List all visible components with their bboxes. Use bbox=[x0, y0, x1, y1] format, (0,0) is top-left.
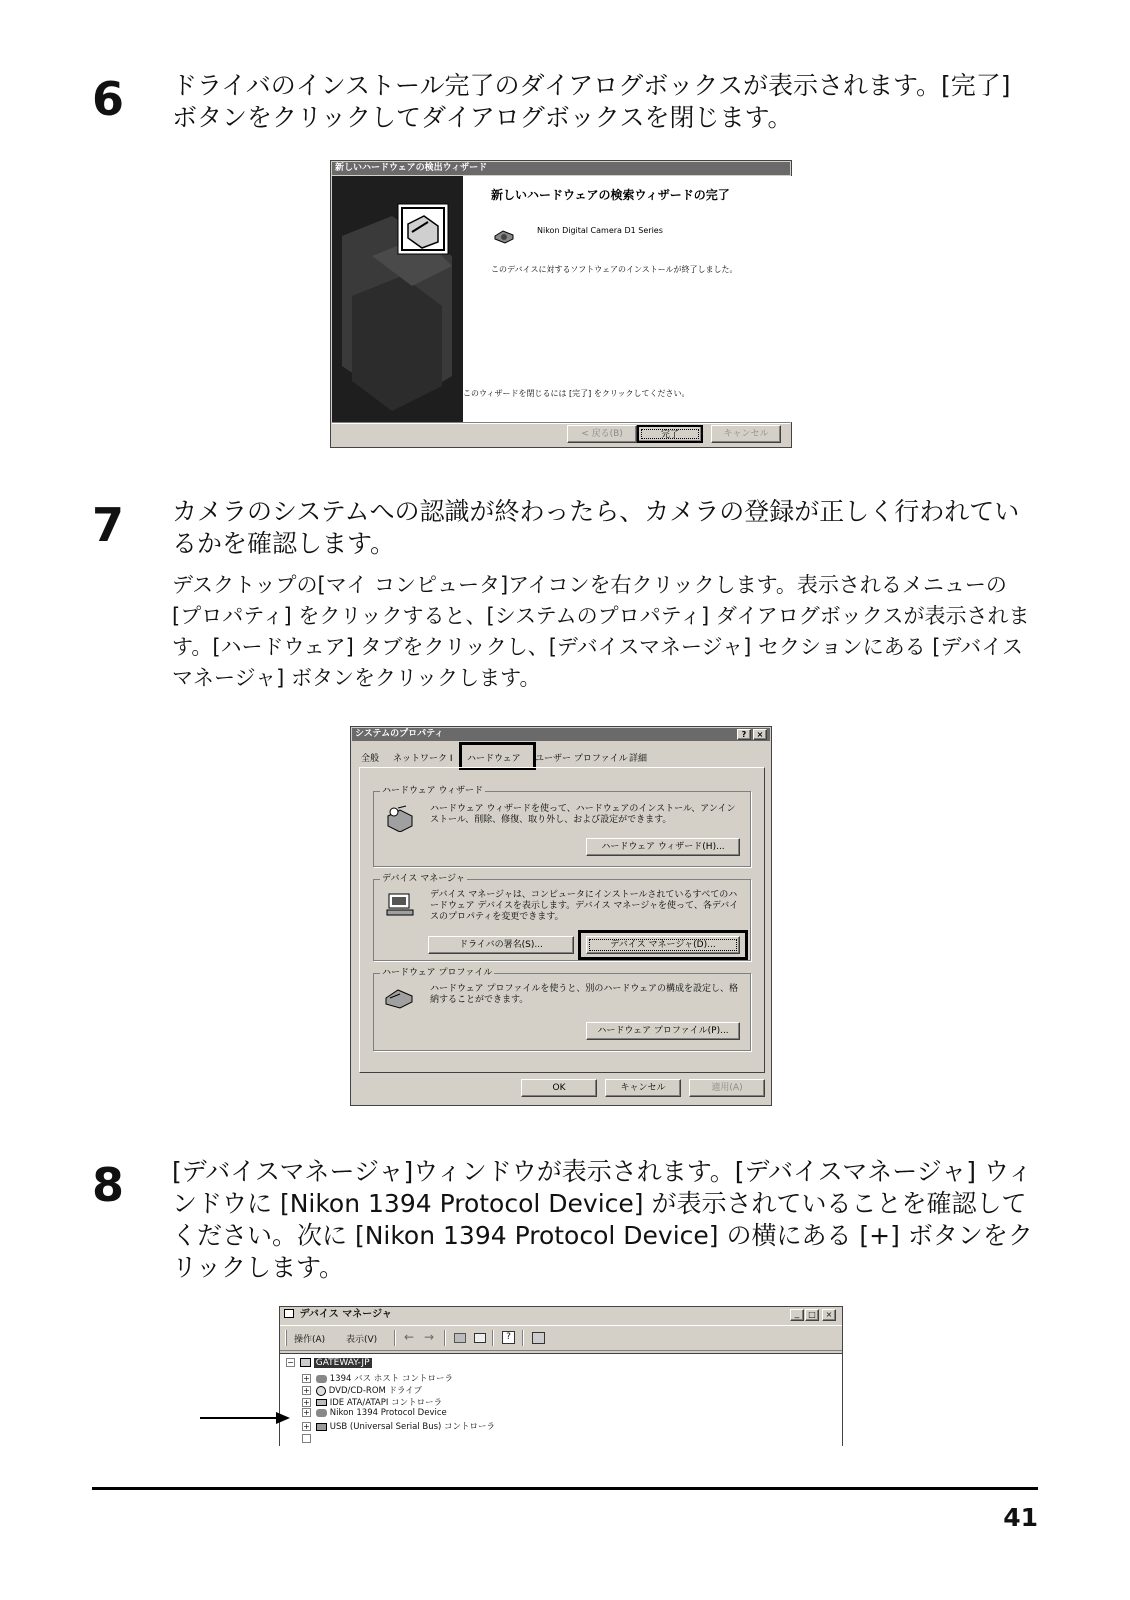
tree-item-label: 1394 バス ホスト コントローラ bbox=[329, 1374, 453, 1384]
tab-network[interactable]: ネットワーク I bbox=[393, 754, 453, 764]
tab-advanced[interactable]: 詳細 bbox=[629, 754, 648, 764]
tree-root[interactable] bbox=[286, 1358, 372, 1370]
cancel-button[interactable]: キャンセル bbox=[711, 425, 781, 443]
hw-wizard-group-label: ハードウェア ウィザード bbox=[382, 786, 483, 796]
system-properties-dialog bbox=[350, 726, 772, 1106]
tree-item[interactable] bbox=[302, 1420, 495, 1432]
help-title-button[interactable]: ? bbox=[737, 729, 751, 740]
wizard-close-note: このウィザードを閉じるには [完了] をクリックしてください。 bbox=[463, 389, 690, 398]
folder-icon[interactable] bbox=[454, 1333, 466, 1343]
bus-controller-icon bbox=[316, 1375, 327, 1383]
computer-icon bbox=[300, 1358, 311, 1367]
tab-user-profile[interactable]: ユーザー プロファイル bbox=[535, 754, 628, 764]
page-number: 41 bbox=[1003, 1503, 1038, 1532]
footer-rule bbox=[92, 1487, 1038, 1490]
ide-controller-icon bbox=[316, 1399, 327, 1406]
camera-device-icon bbox=[316, 1409, 327, 1417]
toolbar-divider bbox=[522, 1330, 524, 1346]
ok-button[interactable]: OK bbox=[521, 1079, 597, 1097]
collapse-icon[interactable]: − bbox=[287, 1358, 294, 1367]
wizard-message: このデバイスに対するソフトウェアのインストールが終了しました。 bbox=[491, 265, 738, 274]
wizard-separator bbox=[332, 422, 790, 424]
hw-wizard-button[interactable]: ハードウェア ウィザード(H)... bbox=[586, 838, 740, 856]
expand-icon[interactable]: + bbox=[303, 1386, 310, 1395]
driver-signing-button[interactable]: ドライバの署名(S)... bbox=[428, 936, 574, 954]
scan-hardware-icon[interactable] bbox=[532, 1332, 545, 1344]
hw-profile-icon bbox=[384, 986, 414, 1013]
tree-item-label: DVD/CD-ROM ドライブ bbox=[328, 1386, 423, 1396]
properties-icon[interactable] bbox=[474, 1333, 486, 1343]
help-icon[interactable]: ? bbox=[502, 1331, 515, 1344]
device-manager-button-highlight bbox=[578, 930, 748, 960]
step-6 bbox=[92, 70, 1042, 140]
tree-item[interactable] bbox=[302, 1372, 453, 1384]
step-title: カメラのシステムへの認識が終わったら、カメラの登録が正しく行われているかを確認します。 bbox=[172, 497, 1020, 558]
menu-view[interactable]: 表示(V) bbox=[346, 1335, 378, 1345]
device-manager-text: デバイス マネージャは、コンピュータにインストールされているすべてのハードウェア デバイスを表示します。デバイス マネージャを使って、各デバイスのプロパティを変更できます。 bbox=[430, 890, 739, 922]
expand-icon bbox=[302, 1434, 311, 1443]
devmgr-toolbar bbox=[280, 1325, 842, 1351]
device-tree bbox=[280, 1353, 842, 1446]
hw-wizard-text: ハードウェア ウィザードを使って、ハードウェアのインストール、アンインストール、削除、修復、取り外し、および設定ができます。 bbox=[430, 804, 736, 825]
hw-wizard-icon bbox=[384, 804, 414, 835]
devmgr-title-icon bbox=[284, 1309, 294, 1318]
sysprops-title: システムのプロパティ bbox=[355, 729, 444, 739]
expand-icon[interactable]: + bbox=[303, 1422, 310, 1431]
sysprops-titlebar bbox=[352, 728, 770, 741]
tab-general[interactable]: 全般 bbox=[361, 754, 380, 764]
tree-item-label: Nikon 1394 Protocol Device bbox=[329, 1408, 447, 1418]
forward-arrow-icon[interactable]: → bbox=[424, 1330, 435, 1344]
hw-profile-text: ハードウェア プロファイルを使うと、別のハードウェアの構成を設定し、格納することができます。 bbox=[430, 984, 738, 1005]
step-title: ドライバのインストール完了のダイアログボックスが表示されます。[完了] ボタンをクリックしてダイアログボックスを閉じます。 bbox=[172, 71, 1011, 132]
hw-profile-group bbox=[373, 968, 751, 1051]
devmgr-titlebar bbox=[280, 1307, 842, 1323]
back-arrow-icon[interactable]: ← bbox=[404, 1330, 415, 1344]
hw-wizard-group bbox=[373, 786, 751, 867]
tree-item-partial bbox=[302, 1434, 342, 1442]
step-7 bbox=[92, 496, 1042, 696]
menu-action[interactable]: 操作(A) bbox=[294, 1335, 326, 1345]
expand-icon[interactable]: + bbox=[303, 1374, 310, 1383]
step-number: 8 bbox=[92, 1158, 125, 1212]
finish-button[interactable]: 完了 bbox=[637, 425, 703, 443]
wizard-content bbox=[463, 176, 792, 422]
step-number: 6 bbox=[92, 72, 125, 126]
step-title: [デバイスマネージャ]ウィンドウが表示されます。[デバイスマネージャ] ウィンドウに [Nikon 1394 Protocol Device] が表示されていることを確認してください。次に [Nikon 1394 Protocol Device] の横にある [+] ボタンをクリックします。 bbox=[172, 1157, 1033, 1282]
computer-icon bbox=[386, 892, 414, 921]
minimize-button[interactable]: _ bbox=[790, 1309, 804, 1321]
toolbar-divider bbox=[394, 1330, 396, 1346]
camera-device-icon bbox=[493, 228, 515, 247]
wizard-heading: 新しいハードウェアの検索ウィザードの完了 bbox=[491, 188, 730, 202]
tree-item[interactable] bbox=[302, 1396, 442, 1408]
wizard-titlebar: 新しいハードウェアの検出ウィザード bbox=[332, 162, 790, 175]
maximize-button[interactable]: □ bbox=[805, 1309, 819, 1321]
hw-profile-button[interactable]: ハードウェア プロファイル(P)... bbox=[586, 1022, 740, 1040]
device-manager-group-label: デバイス マネージャ bbox=[382, 874, 465, 884]
back-button[interactable]: < 戻る(B) bbox=[567, 425, 637, 443]
usb-icon bbox=[316, 1423, 327, 1431]
expand-icon[interactable]: + bbox=[303, 1408, 310, 1417]
tree-item-label: IDE ATA/ATAPI コントローラ bbox=[329, 1398, 443, 1408]
toolbar-divider bbox=[444, 1330, 446, 1346]
device-name: Nikon Digital Camera D1 Series bbox=[537, 226, 663, 235]
close-button[interactable]: × bbox=[822, 1309, 836, 1321]
apply-button[interactable]: 適用(A) bbox=[689, 1079, 765, 1097]
cancel-button[interactable]: キャンセル bbox=[605, 1079, 681, 1097]
tab-hardware[interactable]: ハードウェア bbox=[467, 754, 521, 764]
wizard-banner bbox=[332, 176, 463, 422]
hardware-tab-highlight bbox=[459, 742, 536, 770]
hw-profile-group-label: ハードウェア プロファイル bbox=[382, 968, 493, 978]
root-computer-name: GATEWAY-JP bbox=[315, 1358, 370, 1368]
device-manager-group bbox=[373, 874, 751, 961]
step-body: デスクトップの[マイ コンピュータ]アイコンを右クリックします。表示されるメニューの [プロパティ] をクリックすると、[システムのプロパティ] ダイアログボックスが表示されます。[ハードウェア] タブをクリックし、[デバイスマネージャ] セクションにある [デバイスマネージャ] ボタンをクリックします。 bbox=[172, 573, 1030, 690]
expand-icon[interactable]: + bbox=[303, 1398, 310, 1407]
toolbar-divider bbox=[492, 1330, 494, 1346]
wizard-banner-graphic bbox=[332, 176, 463, 422]
devmgr-title: デバイス マネージャ bbox=[299, 1309, 392, 1320]
device-manager-window bbox=[279, 1306, 843, 1446]
close-title-button[interactable]: × bbox=[753, 729, 767, 740]
dvd-drive-icon bbox=[316, 1386, 326, 1396]
toolbar-grip bbox=[285, 1330, 287, 1346]
tree-item-label: USB (Universal Serial Bus) コントローラ bbox=[329, 1422, 496, 1432]
tree-item-nikon[interactable] bbox=[302, 1408, 447, 1418]
device-manager-button[interactable]: デバイス マネージャ(D)... bbox=[586, 936, 740, 954]
step-number: 7 bbox=[92, 498, 125, 552]
tree-item[interactable] bbox=[302, 1384, 422, 1396]
wizard-dialog bbox=[330, 160, 792, 448]
step-8 bbox=[92, 1156, 1042, 1286]
pointer-arrow bbox=[200, 1410, 292, 1426]
